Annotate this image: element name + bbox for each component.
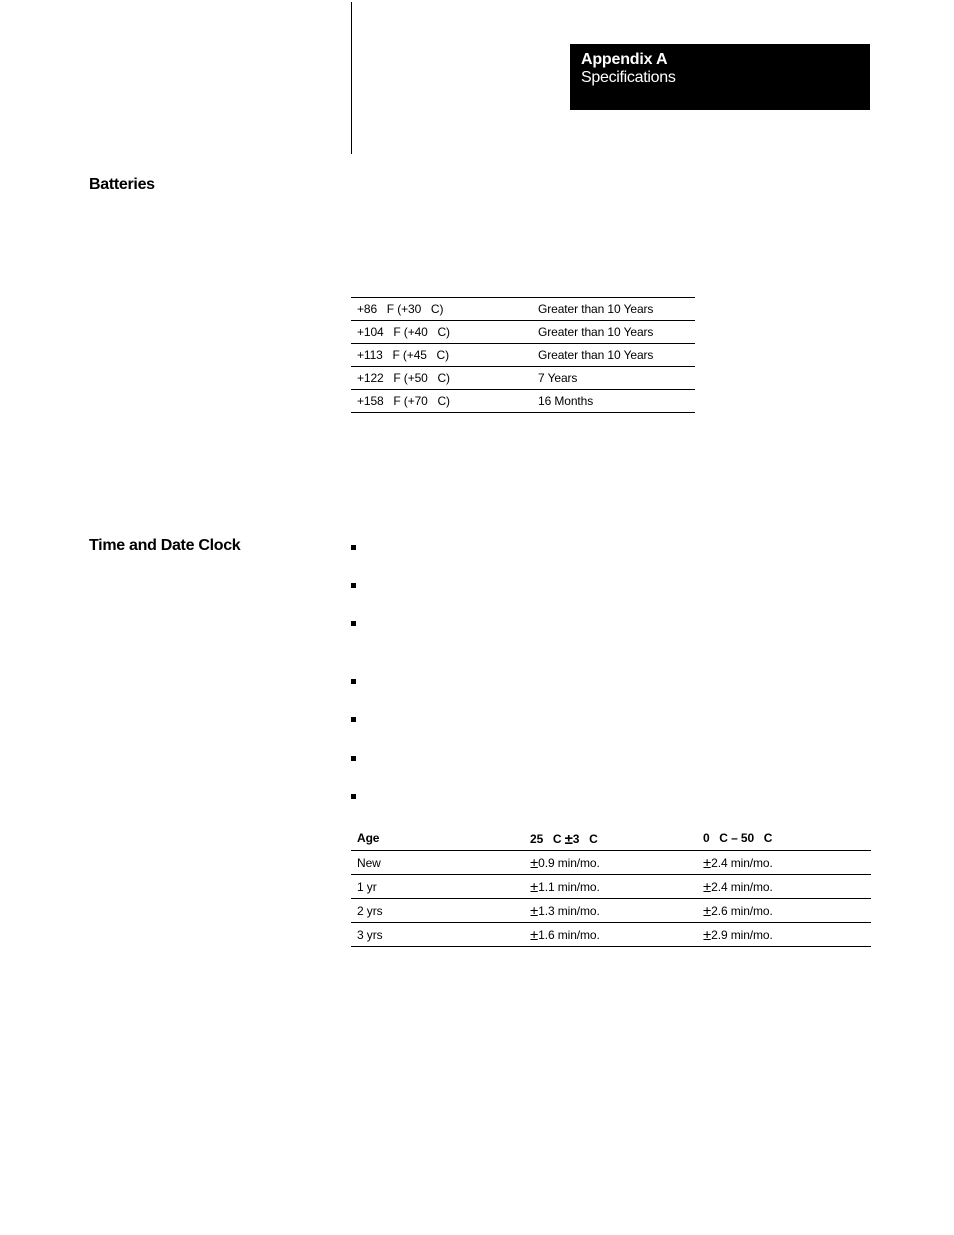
drift-range-cell <box>697 923 871 947</box>
drift-25c-cell <box>524 875 697 899</box>
bullet-marker <box>351 583 356 588</box>
drift-25c-cell <box>524 923 697 947</box>
drift-25c-cell <box>524 899 697 923</box>
age-cell: 2 yrs <box>351 899 524 923</box>
table-row <box>351 875 871 899</box>
plus-minus-glyph: ± <box>530 879 539 896</box>
header-3c-label: 3 C <box>572 831 598 846</box>
drift-25c-value: 1.1 min/mo. <box>538 880 600 894</box>
table-row <box>351 367 695 390</box>
plus-minus-glyph: ± <box>703 927 712 944</box>
temperature-cell: +86 F (+30 C) <box>351 298 532 321</box>
temperature-cell: +158 F (+70 C) <box>351 390 532 413</box>
temperature-cell: +113 F (+45 C) <box>351 344 532 367</box>
age-cell: New <box>351 851 524 875</box>
drift-range-cell <box>697 851 871 875</box>
drift-range-cell <box>697 899 871 923</box>
margin-rule <box>351 2 352 154</box>
bullet-marker <box>351 717 356 722</box>
table-row <box>351 851 871 875</box>
table-header-row <box>351 826 871 851</box>
plus-minus-glyph: ± <box>703 855 712 872</box>
header-25c-label: 25 C <box>530 831 565 846</box>
header-range: 0 C – 50 C <box>697 826 871 851</box>
battery-life-cell: 7 Years <box>532 367 695 390</box>
bullet-marker <box>351 545 356 550</box>
drift-range-value: 2.9 min/mo. <box>711 928 773 942</box>
plus-minus-glyph: ± <box>530 855 539 872</box>
table-row <box>351 344 695 367</box>
plus-minus-glyph: ± <box>530 927 539 944</box>
drift-range-value: 2.4 min/mo. <box>711 880 773 894</box>
temperature-cell: +104 F (+40 C) <box>351 321 532 344</box>
battery-life-cell: Greater than 10 Years <box>532 321 695 344</box>
age-cell: 3 yrs <box>351 923 524 947</box>
battery-life-cell: Greater than 10 Years <box>532 344 695 367</box>
section-title-batteries: Batteries <box>89 176 155 193</box>
drift-range-value: 2.4 min/mo. <box>711 856 773 870</box>
bullet-marker <box>351 679 356 684</box>
appendix-header <box>570 44 870 110</box>
plus-minus-glyph: ± <box>703 903 712 920</box>
drift-range-value: 2.6 min/mo. <box>711 904 773 918</box>
table-row <box>351 923 871 947</box>
drift-25c-value: 1.6 min/mo. <box>538 928 600 942</box>
drift-25c-value: 0.9 min/mo. <box>538 856 600 870</box>
table-row <box>351 321 695 344</box>
bullet-marker <box>351 621 356 626</box>
bullet-marker <box>351 756 356 761</box>
header-25c <box>524 826 697 851</box>
appendix-title: Specifications <box>581 69 676 86</box>
plus-minus-glyph: ± <box>703 879 712 896</box>
bullet-marker <box>351 794 356 799</box>
temperature-cell: +122 F (+50 C) <box>351 367 532 390</box>
section-title-clock: Time and Date Clock <box>89 537 241 554</box>
table-row <box>351 899 871 923</box>
plus-minus-glyph: ± <box>564 830 573 848</box>
clock-accuracy-table <box>351 826 871 947</box>
table-row <box>351 298 695 321</box>
header-age: Age <box>351 826 524 851</box>
battery-life-table <box>351 297 695 413</box>
plus-minus-glyph: ± <box>530 903 539 920</box>
table-row <box>351 390 695 413</box>
battery-life-cell: Greater than 10 Years <box>532 298 695 321</box>
drift-25c-value: 1.3 min/mo. <box>538 904 600 918</box>
age-cell: 1 yr <box>351 875 524 899</box>
battery-life-cell: 16 Months <box>532 390 695 413</box>
appendix-label: Appendix A <box>581 51 668 68</box>
drift-range-cell <box>697 875 871 899</box>
drift-25c-cell <box>524 851 697 875</box>
